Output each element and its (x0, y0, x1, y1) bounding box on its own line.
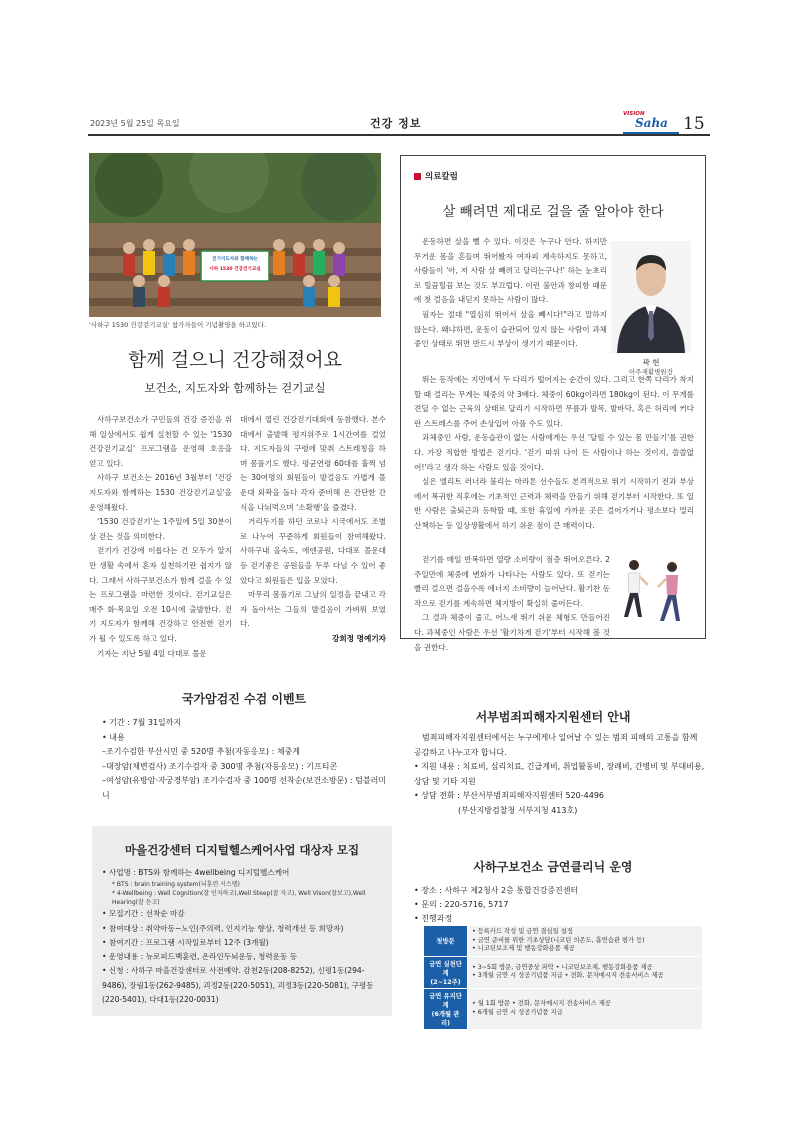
info-line: • 문의 : 220-5716, 5717 (414, 900, 509, 909)
section-title: 건강 정보 (370, 117, 422, 130)
crime-support-body (414, 731, 706, 819)
column-text-middle (414, 373, 694, 534)
author-affiliation: 아주재활병원장 (629, 368, 673, 376)
photo-caption: '사하구 1530 건강걷기교실' 참가자들이 기념촬영을 하고있다. (89, 321, 266, 329)
info-line: • 진행과정 (414, 914, 453, 923)
logo-top-text: VISION (623, 111, 645, 117)
paragraph: 기자는 지난 5월 4일 다대포 몰운 (97, 648, 207, 658)
info-line: –조기수검한 부산시민 중 520명 추첨(자동응모) : 체중계 (102, 747, 301, 757)
info-line: • 신청 : 사하구 마을건강센터로 사전예약. 감천2동(208-8252), 신평1동(294-9486), 장림1동(262-9485), 괴정2동(220-5051), 괴정3동(220-5081), 구평동(220-5401), 다대1동(220-0031) (102, 966, 374, 1005)
info-line: • 내용 (102, 732, 125, 742)
smoking-clinic-title: 사하구보건소 금연클리닉 운영 (473, 860, 633, 874)
issue-date: 2023년 5월 25일 목요일 (90, 119, 180, 128)
byline: 강희정 명예기자 (332, 633, 386, 643)
info-line: • 참여기간 : 프로그램 시작일로부터 12주 (3개월) (102, 937, 269, 947)
column-text-bottom (414, 553, 610, 655)
group-photo-illustration (89, 153, 381, 317)
stage-content: • 3~5회 방문, 금연중상 파악 • 니코틴보조제, 행동강화용품 제공 • 3개월 금연 시 성공기념품 지급 • 전화, 문자메시지 전송서비스 제공 (468, 956, 703, 988)
logo-main-text: Saha (635, 116, 668, 130)
author-portrait-illustration (611, 241, 691, 353)
article-column-1 (89, 413, 232, 661)
paragraph: 걷기가 건강에 이롭다는 건 모두가 알지만 생활 속에서 혼자 실천하기란 쉽지가 않다. 그래서 사하구보건소가 함께 걸을 수 있는 프로그램을 마련한 것이다. 걷기교실은 매주 화·목요일 오전 10시에 출발한다. 걷기 지도자가 함께해 건강하고 안전한 걷기가 될 수 있도록 하고 있다. (89, 546, 232, 643)
paragraph: 걷기를 매일 반복하면 열량 소비량이 점층 뛰어오른다. 2주일만에 체중에 변화가 나타나는 사람도 있다. 또 걷기는 빨리 걸으면 걸을수록 에너지 소비량이 늘어난다. 활기찬 동작으로 걷기를 계속하면 체지방이 확실히 줄어든다. (414, 555, 610, 608)
digital-healthcare-title: 마을건강센터 디지털헬스케어사업 대상자 모집 (124, 843, 360, 857)
paragraph: 과체중인 사람, 운동습관이 없는 사람에게는 우선 '달릴 수 있는 몸 만들기'를 권한다. 가장 적합한 방법은 걷기다. '걷기 따위 나이 든 사람이나 하는 것이지, 쓸쓸없어!'라고 생각 하는 사람도 있을 것이다. (414, 433, 694, 472)
info-line: • 지원 내용 : 치료비, 심리치료, 긴급계비, 취업활동비, 장례비, 간병비 및 부대비용, 상담 및 기타 지원 (414, 762, 705, 786)
intro-text: 범죄피해자지원센터에서는 누구에게나 일어날 수 있는 범죄 피해의 고통을 함께 공감하고 나누고자 합니다. (414, 733, 698, 757)
info-line: • 운영내용 : 뉴로피드백훈련, 온라인두뇌운동, 청력운동 등 (102, 952, 298, 962)
cancer-event-body (102, 716, 392, 804)
paragraph: 마무리 몸풀기로 그날의 일정을 끝내고 각자 돌아서는 그들의 발걸음이 가벼워 보였다. (240, 590, 386, 629)
article-column-2 (240, 413, 386, 647)
article-headline: 함께 걸으니 건강해졌어요 (128, 349, 342, 371)
info-line: • 기간 : 7월 31일까지 (102, 718, 182, 727)
crime-support-title: 서부범죄피해자지원센터 안내 (475, 710, 631, 724)
info-line: • 상담 전화 : 부산서부범죄피해자지원센터 520-4496 (414, 791, 605, 801)
info-line: • 참여대상 : 취약아동~노인(주의력, 인지기능 향상, 청력개선 등 희망자) (102, 923, 344, 933)
column-tag: 의료칼럼 (425, 172, 458, 182)
paragraph: 운동하면 살을 뺄 수 있다. 이것은 누구나 안다. 하지만 무거운 몸을 흔들며 뛰어봤자 여자피 계속하지도 못하고, 사람들이 '아, 저 사람 살 빼려고 달리는구나!' 하는 눈초리로 힐끔힐끔 보는 것도 부끄럽다. 이런 불안과 창피함 때문에 첫 걸음을 내딛지 못하는 사람이 많다. (414, 237, 607, 305)
info-line: –대장암(채변검사) 조기수검자 중 300명 추첨(자동응모) : 기프티콘 (102, 761, 338, 771)
stage-content: • 월 1회 방문 • 전화, 문자메시지 전송서비스 제공 • 6개월 금연 시 성공기념품 지급 (468, 988, 703, 1029)
footnote: * 4-Wellbeing : Well Cognition(잘 인지하고),Well Steep(잘 자고), Well Vison(잘보고),Well Hearing(잘 듣고) (112, 890, 366, 907)
stage-label: 금연 유지단계 (6개월 관리) (424, 988, 468, 1029)
vision-saha-logo (623, 111, 681, 135)
stage-content: • 등록카드 작성 및 금연 결심일 설정 • 금연 준비를 위한 기초상담(니코틴 의존도, 흡연습관 평가 등) • 니코틴보조제 및 행동강화용품 제공 (468, 926, 703, 957)
clinic-process-table (423, 925, 703, 1030)
banner-line2: 사하 1530 건강걷기교실 (209, 267, 261, 272)
cancer-event-title: 국가암검진 수검 이벤트 (181, 692, 307, 706)
group-photo (89, 153, 381, 317)
stage-label: 금연 실천단계 (2~12주) (424, 956, 468, 988)
paragraph: 그 결과 체중이 줄고, 어느새 뛰기 쉬운 체형도 만들어진다. 과체중인 사람은 우선 '활기차게 걷기'부터 시작해 볼 것을 권한다. (414, 613, 610, 652)
info-line: • 사업명 : BTS와 함께하는 4wellbeing 디지털헬스케어 (102, 868, 290, 877)
info-line: –여성암(유방암·자궁경부암) 조기수검자 중 100명 선착순(보건소방문) : 텀블러미니 (102, 776, 387, 800)
header-divider (88, 134, 710, 136)
paragraph: 거리두기를 하던 코로나 시국에서도 조별로 나누어 꾸준하게 회원들이 참여해왔다. 사하구내 을숙도, 에덴공원, 다대포 몰운대 등 걷기좋은 공원들을 두루 다닐 수 있어 좋았다고 회원들은 입을 모았다. (240, 517, 386, 585)
column-text-top (414, 235, 607, 352)
runners-illustration (612, 555, 696, 635)
paragraph: 사하구보건소가 구민들의 건강 증진을 위해 일상에서도 쉽게 실천할 수 있는 '1530 건강걷기교실' 프로그램을 운영해 호응을 얻고 있다. (89, 415, 232, 468)
paragraph: 실은 엘리트 러너라 불리는 마라톤 선수들도 본격적으로 뛰기 시작하기 전과 부상에서 복귀한 직후에는 기초적인 근력과 체력을 만들기 위해 걷기부터 시작한다. 또 일반 사람은 출퇴근과 등학할 때, 또한 휴일에 가까운 곳은 걸어가거나 평소보다 멀리 산책하는 등 일상생활에서 하기 쉬운 점이 큰 매력이다. (414, 477, 694, 530)
paragraph: 필자는 절대 "열심히 뛰어서 살을 빼시다!"라고 말하지 않는다. 왜냐하면, 운동이 습관되어 있지 않는 사람이 과체중인 상태로 뛰면 반드시 부상이 생기기 때문이다. (414, 309, 607, 349)
page-number: 15 (683, 114, 705, 134)
smoking-clinic-body (414, 884, 704, 926)
info-line: • 모집기간 : 선착순 마감 (102, 909, 185, 919)
paragraph: 대에서 열린 건강걷기대회에 동참했다. 본수대에서 출발해 평지위주로 1시간여를 걸었다. 지도자들의 구령에 맞춰 스트레칭을 하며 몸풀기도 했다. 평균연령 60대를 훌쩍 넘는 30여명의 회원들이 발걸음도 가볍게 몰운대 외곽을 돌다 각자 준비해 온 간단한 간식을 나눠먹으며 '소확행'을 즐겼다. (240, 415, 386, 512)
author-name: 곽 현 (642, 358, 660, 367)
walking-banner (201, 255, 269, 275)
banner-line1: 걷기지도자와 함께하는 (212, 257, 258, 262)
author-portrait (611, 241, 691, 353)
paragraph: 뛰는 동작에는 지면에서 두 다리가 떨어지는 순간이 있다. 그리고 한쪽 다리가 착지할 때 걸리는 무게는 체중의 약 3배다. 체중이 60kg이라면 180kg이 된다. 이 무게를 견딜 수 없는 근육의 상태로 달리기 시작하면 무릎과 발목, 발바닥, 혹은 허리에 커다란 스트레스를 주어 손상입어 아플 수도 있다. (414, 375, 694, 428)
column-title: 살 빼려면 제대로 걸을 줄 알아야 한다 (442, 204, 664, 220)
paragraph: '1530 건강걷기'는 1주일에 5일 30분이상 걷는 것을 의미한다. (89, 517, 232, 541)
footnote: * BTS : brain training system(뇌훈련 시스템) (112, 881, 240, 889)
table-row (424, 956, 703, 988)
tag-square-icon (414, 173, 421, 180)
table-row (424, 926, 703, 957)
digital-healthcare-body (102, 866, 386, 1007)
paragraph: 사하구 보건소는 2016년 3월부터 '건강지도자와 함께하는 1530 건강걷기교실'을 운영해왔다. (89, 473, 232, 512)
stage-label: 첫방문 (424, 926, 468, 957)
info-line: • 장소 : 사하구 제2청사 2층 통합건강증진센터 (414, 886, 579, 895)
info-line: (부산지방검찰청 서부지청 413호) (458, 805, 578, 815)
article-subheadline: 보건소, 지도자와 함께하는 걷기교실 (144, 381, 326, 395)
table-row (424, 988, 703, 1029)
